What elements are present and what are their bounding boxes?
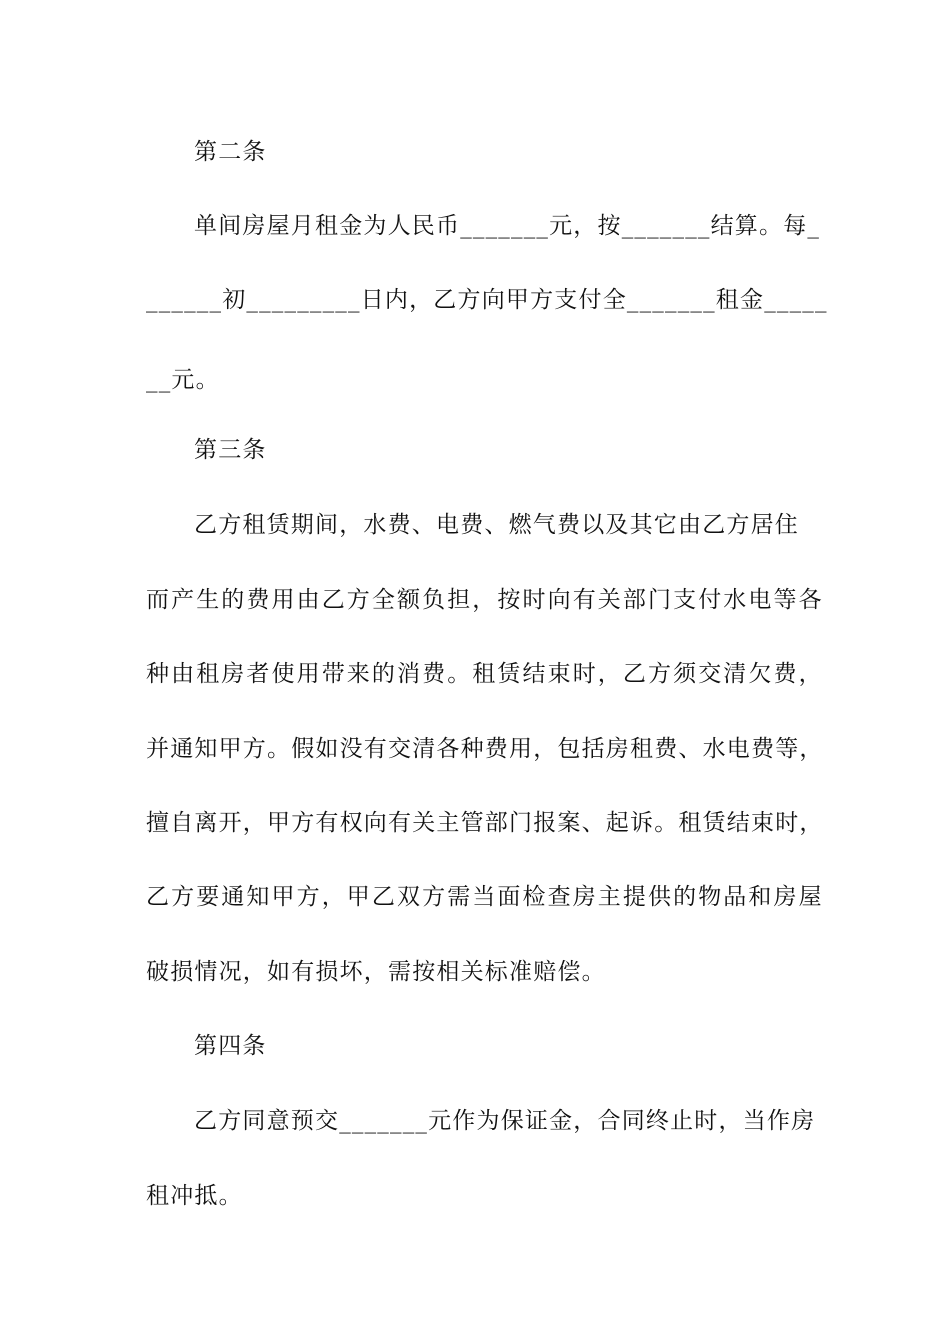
article-4-line-1: 乙方同意预交_______元作为保证金，合同终止时，当作房 (194, 1108, 816, 1134)
article-4-line-2: 租冲抵。 (146, 1183, 243, 1209)
article-3-line-7: 破损情况，如有损坏，需按相关标准赔偿。 (146, 959, 606, 985)
article-3-line-5: 擅自离开，甲方有权向有关主管部门报案、起诉。租赁结束时， (146, 810, 824, 836)
article-2-heading: 第二条 (194, 139, 267, 165)
article-4-heading: 第四条 (194, 1033, 267, 1059)
article-3-line-6: 乙方要通知甲方，甲乙双方需当面检查房主提供的物品和房屋 (146, 884, 824, 910)
article-2-line-1: 单间房屋月租金为人民币_______元，按_______结算。每_ (194, 213, 821, 239)
article-3-line-2: 而产生的费用由乙方全额负担，按时向有关部门支付水电等各 (146, 587, 824, 613)
article-3-line-3: 种由租房者使用带来的消费。租赁结束时，乙方须交清欠费， (146, 661, 824, 687)
article-3-line-1: 乙方租赁期间，水费、电费、燃气费以及其它由乙方居住 (194, 512, 799, 538)
article-3-line-4: 并通知甲方。假如没有交清各种费用，包括房租费、水电费等， (146, 736, 824, 762)
article-2-line-2: ______初_________日内，乙方向甲方支付全_______租金_____ (146, 287, 828, 313)
article-3-heading: 第三条 (194, 437, 267, 463)
article-2-line-3: __元。 (146, 367, 220, 393)
